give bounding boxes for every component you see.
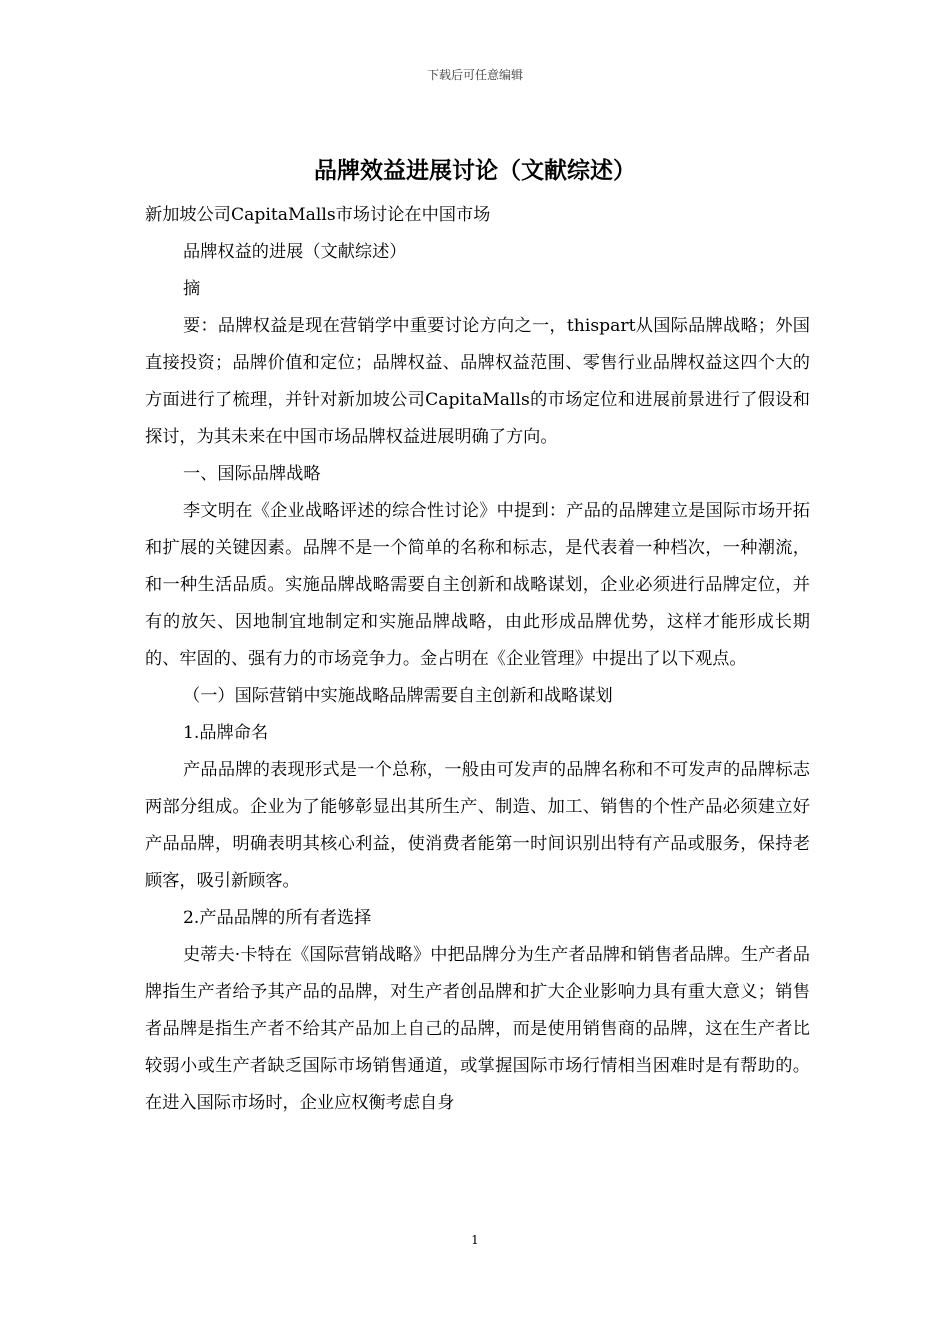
body-paragraph: 史蒂夫·卡特在《国际营销战略》中把品牌分为生产者品牌和销售者品牌。生产者品牌指生产者给予其产品的品牌，对生产者创品牌和扩大企业影响力具有重大意义；销售者品牌是指生产者不给其产品加上自己的品牌，而是使用销售商的品牌，这在生产者比较弱小或生产者缺乏国际市场销售通道，或掌握国际市场行情相当困难时是有帮助的。在进入国际市场时，企业应权衡考虑自身 (145, 945, 810, 1113)
abstract-paragraph: 要：品牌权益是现在营销学中重要讨论方向之一，thispart从国际品牌战略；外国直接投资；品牌价值和定位；品牌权益、品牌权益范围、零售行业品牌权益这四个大的方面进行了梳理，并针对新加坡公司CapitaMalls的市场定位和进展前景进行了假设和探讨，为其未来在中国市场品牌权益进展明确了方向。 (145, 316, 810, 447)
page-header: 下载后可任意编辑 (426, 68, 523, 82)
subtitle-paragraph: 新加坡公司CapitaMalls市场讨论在中国市场 (145, 205, 491, 225)
body-paragraph: 产品品牌的表现形式是一个总称，一般由可发声的品牌名称和不可发声的品牌标志两部分组成。企业为了能够彰显出其所生产、制造、加工、销售的个性产品必须建立好产品品牌，明确表明其核心利益，使消费者能第一时间识别出特有产品或服务，保持老顾客，吸引新顾客。 (145, 760, 810, 891)
section-heading: 品牌权益的进展（文献综述） (183, 242, 407, 262)
subsection-heading: 2.产品品牌的所有者选择 (183, 908, 372, 928)
subsection-heading: 1.品牌命名 (183, 723, 269, 743)
abstract-label: 摘 (183, 279, 201, 299)
document-body (145, 197, 810, 1122)
subsection-heading: （一）国际营销中实施战略品牌需要自主创新和战略谋划 (183, 686, 613, 706)
body-paragraph: 李文明在《企业战略评述的综合性讨论》中提到：产品的品牌建立是国际市场开拓和扩展的关键因素。品牌不是一个简单的名称和标志，是代表着一种档次，一种潮流，和一种生活品质。实施品牌战略需要自主创新和战略谋划，企业必须进行品牌定位，并有的放矢、因地制宜地制定和实施品牌战略，由此形成品牌优势，这样才能形成长期的、牢固的、强有力的市场竞争力。金占明在《企业管理》中提出了以下观点。 (145, 501, 810, 669)
document-title: 品牌效益进展讨论（文献综述） (314, 158, 636, 184)
page-number: 1 (471, 1233, 479, 1247)
section-heading: 一、国际品牌战略 (183, 464, 321, 484)
